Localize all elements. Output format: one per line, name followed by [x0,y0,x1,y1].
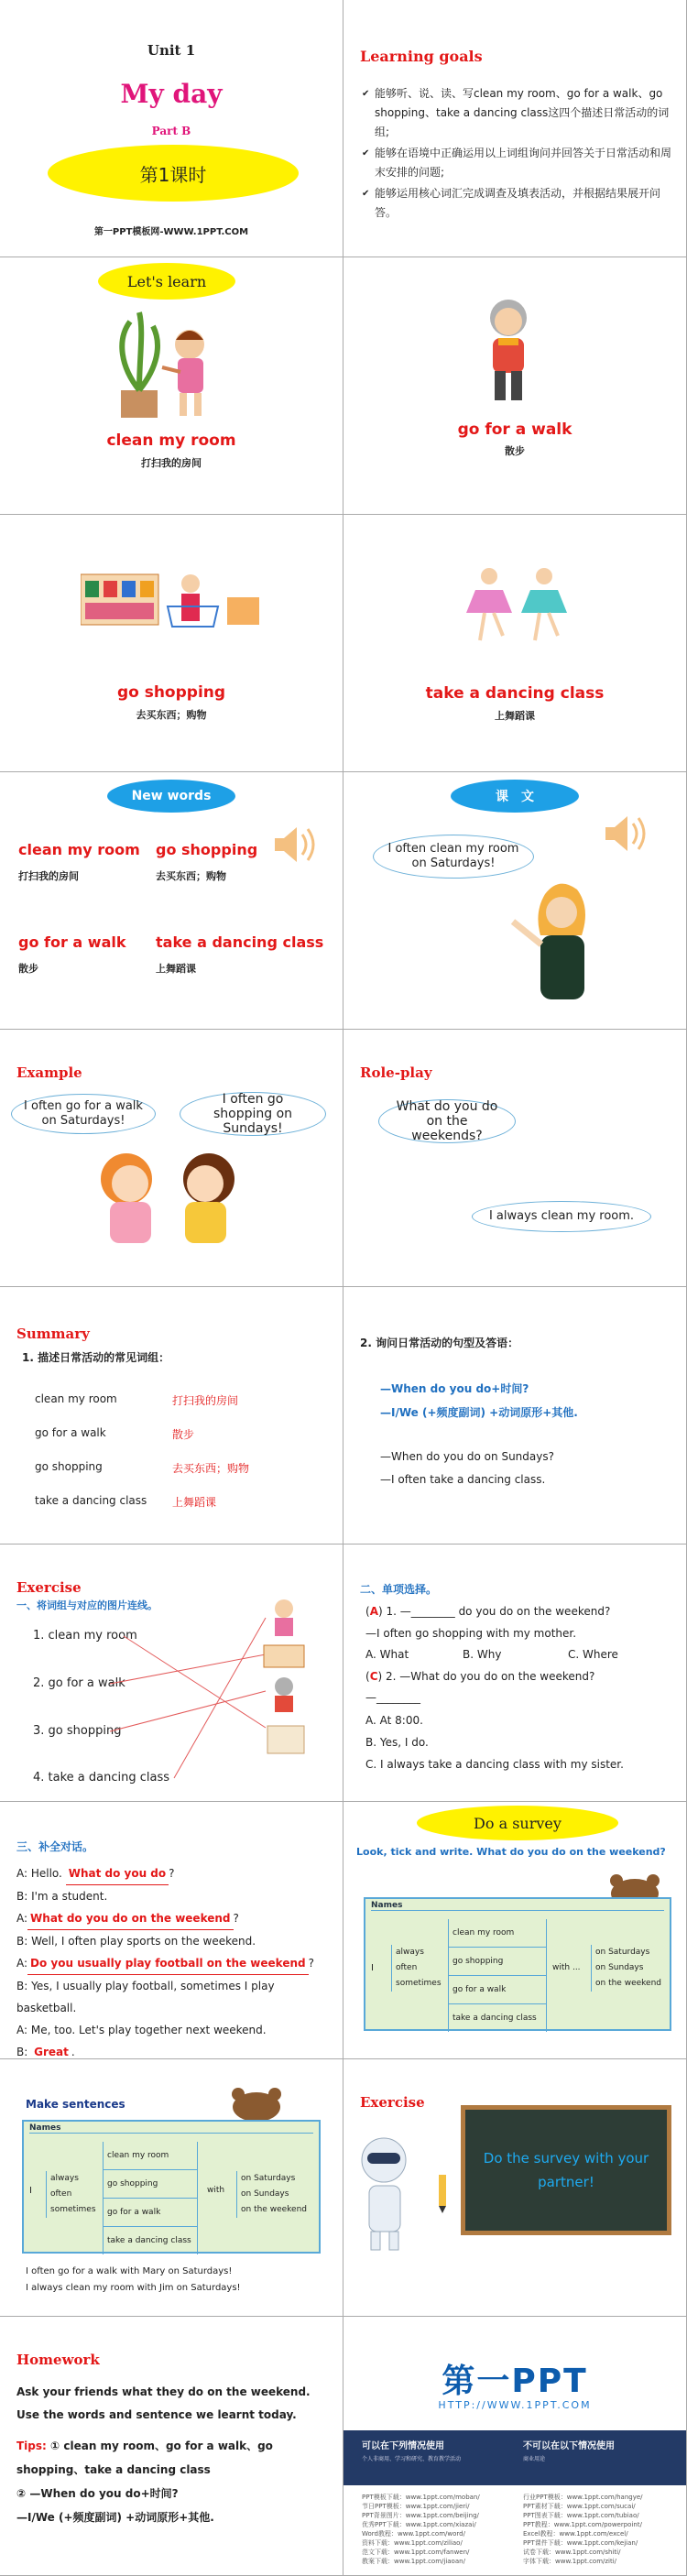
phrase: go for a walk [457,420,572,439]
summary-en: go for a walk [35,1426,106,1439]
speech-bubble [472,1201,651,1232]
speaker-body [275,827,297,862]
speaker: A: [16,1957,28,1970]
girl-dress [178,358,203,393]
robot-leg [371,2232,380,2250]
plant-pot [121,390,158,418]
link[interactable]: PPT图表下载：www.1ppt.com/tubiao/ [523,2512,639,2519]
col-i: I [29,2186,32,2196]
freq: always [50,2174,79,2183]
tips-label: Tips: [16,2440,47,2452]
punct: ? [233,1912,239,1925]
option: A. What [365,1648,409,1661]
match-line [124,1636,266,1728]
grandma-face [495,308,522,335]
word-cn: 上舞蹈课 [156,963,196,975]
option: C. Where [568,1648,618,1661]
tip: —I/We (+频度副词) +动词原形+其他. [16,2511,214,2524]
day: on the weekend [241,2205,307,2214]
slide-8-text [344,772,687,1030]
question-text: 2. —What do you do on the weekend? [386,1670,595,1683]
example-sentence: I often go for a walk with Mary on Saturdays! [26,2266,233,2276]
link[interactable]: PPT教程：www.1ppt.com/powerpoint/ [523,2521,642,2528]
days-col [236,2171,307,2218]
goal-item: ✔ 能够运用核心词汇完成调查及填表活动，并根据结果展开问答。 [362,184,673,223]
match-picture-2 [264,1645,304,1667]
goals-heading: Learning goals [360,48,483,65]
robot-leg [389,2232,398,2250]
girl-shirt [185,1202,226,1243]
freq: sometimes [396,1979,442,1988]
word-en: clean my room [18,841,140,858]
links-right [523,2493,643,2566]
survey-pill [417,1806,618,1840]
scarf [498,338,518,345]
pattern-question: —When do you do+时间? [380,1382,529,1395]
shelf-item [85,581,99,597]
bubble-text: I often clean my room on Saturdays! [387,842,519,870]
freq: often [50,2189,72,2199]
example-sentence: I always clean my room with Jim on Saturdays! [26,2283,241,2293]
summary-heading: Summary [16,1326,90,1342]
shelf-item [140,581,154,597]
dialogue-answer: Great [31,2041,71,2059]
grandma-leg [511,371,522,400]
link[interactable]: 优秀PPT下载：www.1ppt.com/xiazai/ [362,2521,476,2528]
shelf-item [122,581,136,597]
link[interactable]: PPT素材下载：www.1ppt.com/sucai/ [523,2503,636,2510]
girl-leg [194,393,202,416]
bear-illustration [229,2085,286,2122]
text-pill [451,780,579,813]
patterns-heading: 2. 询问日常活动的句型及答语： [360,1337,519,1349]
pattern-answer: —I/We (+频度副词) +动词原形+其他. [380,1406,578,1419]
survey-instruction: Look, tick and write. What do you do on the weekend? [356,1846,666,1858]
activity-col [448,1919,547,2032]
robot-illustration [353,2133,413,2254]
usage-col1: 可以在下列情况使用 [362,2441,444,2451]
grandma-walking-illustration [467,292,550,416]
word-en: go for a walk [18,933,126,951]
slide-12-patterns [344,1287,687,1545]
lets-learn-label: Let's learn [126,272,207,290]
dialogue-line [16,1952,337,1975]
phrase-cn: 上舞蹈课 [495,710,535,722]
slide-14-choice [344,1545,687,1802]
dialogue [16,1862,337,2059]
two-girls-illustration [82,1147,252,1248]
bubble-text: I often go shopping on Sundays! [213,1092,293,1136]
activity-col [103,2142,198,2254]
summary-cn: 去买东西；购物 [172,1462,250,1475]
robot-visor [367,2153,400,2164]
chalkboard [461,2105,671,2235]
phrase: take a dancing class [425,684,605,703]
activity: go shopping [449,1948,546,1976]
option: B. Yes, I do. [365,1736,429,1749]
slide-7-new-words [0,772,344,1030]
tip: ② —When do you do+时间? [16,2487,179,2500]
goals-list [362,84,673,224]
speaker-body [605,816,627,851]
summary-cn: 上舞蹈课 [172,1496,217,1509]
day: on Saturdays [595,1948,650,1957]
option: A. At 8:00. [365,1714,423,1727]
slide-17-make-sentences [0,2059,344,2317]
links-left [362,2493,480,2566]
bubble-text: I always clean my room. [488,1209,635,1223]
activity: take a dancing class [453,2014,537,2023]
speech-bubble [180,1092,326,1136]
homework-tips [16,2434,328,2529]
dancers-illustration [457,562,576,645]
day: on Sundays [595,1963,644,1972]
usage-col2-sub: 商业用途 [523,2456,546,2462]
link[interactable]: 范文下载：www.1ppt.com/fanwen/ [362,2549,470,2556]
usage-col1-sub: 个人非商用、学习和研究、教育教学活动 [362,2456,462,2462]
girl-top [540,935,584,999]
survey-label: Do a survey [474,1814,562,1832]
girl-pointing-illustration [508,871,609,1027]
activity: clean my room [449,1919,546,1948]
girl-hair [176,331,203,340]
dancer-legs [480,613,503,640]
link[interactable]: 资料下载：www.1ppt.com/ziliao/ [362,2539,463,2547]
part-label: Part B [151,125,191,137]
word-cn: 散步 [18,963,38,975]
girl-face [546,897,577,928]
slide-2-goals [344,0,687,257]
exercise-heading: Exercise [16,1579,82,1596]
question-2-blank: —________ [365,1691,420,1704]
word-cn: 打扫我的房间 [18,870,79,882]
slide-6-dancing [344,515,687,772]
sound-waves [302,829,313,860]
match-line [110,1691,266,1731]
roleplay-heading: Role-play [360,1064,432,1081]
chalkboard-text: Do the survey with your partner! [483,2150,649,2190]
match-item: 2. go for a walk [33,1676,125,1690]
phrase: go shopping [116,683,226,702]
fruit-stand [227,597,259,625]
speech-bubble [11,1094,156,1134]
link[interactable]: Excel教程：www.1ppt.com/excel/ [523,2530,628,2538]
summary-en: take a dancing class [35,1494,147,1507]
slide-20-branding [344,2317,687,2576]
dialogue-line: B: Yes, I usually play football, sometimes I play basketball. [16,1980,275,2014]
dancer-legs [535,613,558,640]
summary-en: clean my room [35,1392,117,1405]
make-sentences-heading: Make sentences [26,2098,125,2111]
match-item: 4. take a dancing class [33,1771,170,1785]
match-picture-3 [275,1677,293,1712]
summary-cn: 散步 [172,1428,195,1441]
shelf-item [104,581,117,597]
speech-bubble [378,1099,516,1143]
slide-5-shopping [0,515,344,772]
brand-url[interactable]: HTTP://WWW.1PPT.COM [438,2399,592,2411]
grandma-leg [495,371,506,400]
link[interactable]: PPT背景图片：www.1ppt.com/beijing/ [362,2512,479,2519]
dialogue-heading: 三、补全对话。 [16,1840,94,1853]
activity: take a dancing class [107,2236,191,2245]
option: C. I always take a dancing class with my sister. [365,1758,624,1771]
with-col: with ... [552,1963,581,1972]
match-picture-1 [275,1599,293,1636]
dialogue-line: A: Me, too. Let's play together next weekend. [16,2024,267,2036]
link[interactable]: PPT课件下载：www.1ppt.com/kejian/ [523,2539,638,2547]
dancer-head [481,568,497,584]
dancer-head [536,568,552,584]
dialogue-line: B: Well, I often play sports on the weekend. [16,1935,256,1948]
dialogue-answer: What do you do [66,1862,169,1885]
dialogue-answer: Do you usually play football on the weekend [27,1952,309,1975]
col-i: I [371,1963,374,1973]
girl-arm [513,922,541,944]
exercise-subheading: 一、将词组与对应的图片连线。 [16,1599,158,1611]
slide-9-example [0,1030,344,1287]
choice-heading: 二、单项选择。 [360,1583,438,1596]
robot-body [369,2186,400,2232]
speaker-icon[interactable] [602,813,651,855]
plant-leaves [122,312,158,390]
freq: often [396,1963,418,1972]
speaker-icon[interactable] [271,824,321,866]
dancer-tutu [466,590,512,613]
match-item: 3. go shopping [33,1724,122,1738]
lets-learn-pill [98,263,235,300]
dialogue-line [16,1862,337,1885]
slide-1-title [0,0,344,257]
tip: ① clean my room、go for a walk、go shopping、take a dancing class [16,2440,273,2476]
punct: ? [308,1957,314,1970]
sentence-table [22,2120,321,2254]
dialogue-answer: What do you do on the weekend [27,1907,233,1930]
bubble-text: I often go for a walk on Saturdays! [24,1099,143,1128]
punct: ? [169,1867,175,1880]
dialogue-line [16,1907,337,1930]
usage-banner [344,2430,687,2485]
goal-item: ✔ 能够听、说、读、写clean my room、go for a walk、go shopping、take a dancing class这四个描述日常活动的词组; [362,84,673,142]
pencil-icon [437,2175,448,2213]
match-item: 1. clean my room [33,1629,137,1643]
unit-label: Unit 1 [147,42,196,59]
slide-3-clean-room [0,257,344,515]
homework-task: Ask your friends what they do on the weekend. Use the words and sentence we learnt today. [16,2385,311,2421]
day: on Sundays [241,2189,289,2199]
link[interactable]: 字体下载：www.1ppt.com/ziti/ [523,2558,617,2565]
matching-lines [0,1545,344,1802]
dancer-tutu [521,590,567,613]
girl-leg [180,393,187,416]
speaker: A: [16,1912,28,1925]
summary-subheading: 1. 描述日常活动的常见词组： [22,1351,170,1364]
word-en: take a dancing class [156,933,324,951]
link[interactable]: 行业PPT模板：www.1ppt.com/hangye/ [523,2494,643,2501]
lesson-label: 第1课时 [139,163,207,186]
dialogue-line [16,2041,337,2059]
match-picture-4 [267,1726,304,1753]
activity: go for a walk [449,1976,546,2004]
activity: go shopping [104,2170,197,2199]
slide-4-walk [344,257,687,515]
phrase-cn: 去买东西；购物 [136,709,207,721]
bubble-text: What do you do on the weekends? [396,1099,498,1143]
speaker: B: [16,2046,28,2058]
exercise-heading: Exercise [360,2094,425,2111]
slide-16-survey [344,1802,687,2059]
shopping-illustration [81,570,262,634]
new-words-label: New words [131,789,212,803]
sound-waves [633,818,644,849]
word-en: go shopping [156,841,258,858]
names-label: Names [29,2123,313,2134]
shopper-head [181,574,200,593]
slide-13-matching [0,1545,344,1802]
slide-15-dialogue [0,1802,344,2059]
link[interactable]: 教案下载：www.1ppt.com/jiaoan/ [362,2558,465,2565]
activity: clean my room [104,2142,197,2170]
link[interactable]: Word教程：www.1ppt.com/word/ [362,2530,465,2538]
freq: always [396,1948,424,1957]
word-cn: 去买东西；购物 [156,870,226,882]
link[interactable]: PPT模板下载：www.1ppt.com/moban/ [362,2494,480,2501]
day: on Saturdays [241,2174,296,2183]
phrase: clean my room [106,431,236,450]
question-1: (A) 1. —________ do you do on the weekend? [365,1605,611,1618]
question-text: 1. —________ do you do on the weekend? [386,1605,611,1618]
names-label: Names [371,1901,664,1911]
footer-note: 第一PPT模板网-WWW.1PPT.COM [93,227,249,237]
dialogue-line: B: I'm a student. [16,1890,108,1903]
phrase-cn: 散步 [505,445,525,457]
phrase-cn: 打扫我的房间 [141,457,202,469]
brand-logo: 第一PPT [442,2363,588,2400]
title: My day [120,79,223,109]
example-heading: Example [16,1064,82,1081]
girl-face [187,1165,224,1202]
girl-face [112,1165,148,1202]
slide-18-exercise [344,2059,687,2317]
slide-19-homework [0,2317,344,2576]
with-col: with [207,2186,225,2195]
day: on the weekend [595,1979,661,1988]
answer-2: C [369,1670,378,1683]
slide-10-roleplay [344,1030,687,1287]
lesson-pill [48,145,299,202]
usage-col2: 不可以在以下情况使用 [523,2441,615,2451]
link[interactable]: 节日PPT模板：www.1ppt.com/jieri/ [362,2503,470,2510]
punct: . [71,2046,75,2058]
goal-item: ✔ 能够在语境中正确运用以上词组询问并回答关于日常活动和周末安排的问题; [362,144,673,182]
question-2: (C) 2. —What do you do on the weekend? [365,1670,595,1683]
cleaning-girl-illustration [112,303,231,424]
activity: go for a walk [104,2199,197,2227]
speaker: A: Hello. [16,1867,62,1880]
girl-shirt [110,1202,151,1243]
homework-heading: Homework [16,2352,100,2368]
survey-table [364,1897,671,2031]
summary-en: go shopping [35,1460,103,1473]
summary-cn: 打扫我的房间 [172,1394,239,1407]
shelf-row [85,603,154,619]
example-question: —When do you do on Sundays? [380,1450,554,1463]
text-label: 课 文 [496,790,534,804]
link[interactable]: 试卷下载：www.1ppt.com/shiti/ [523,2549,621,2556]
answer-1: A [369,1605,378,1618]
option: B. Why [463,1648,502,1661]
days-col [591,1945,661,1992]
match-line [174,1618,266,1778]
example-answer: —I often take a dancing class. [380,1473,546,1486]
question-1-reply: —I often go shopping with my mother. [365,1627,577,1640]
freq-col [46,2171,96,2218]
slide-11-summary [0,1287,344,1545]
freq: sometimes [50,2205,96,2214]
freq-col [391,1945,442,1992]
new-words-pill [107,780,235,813]
